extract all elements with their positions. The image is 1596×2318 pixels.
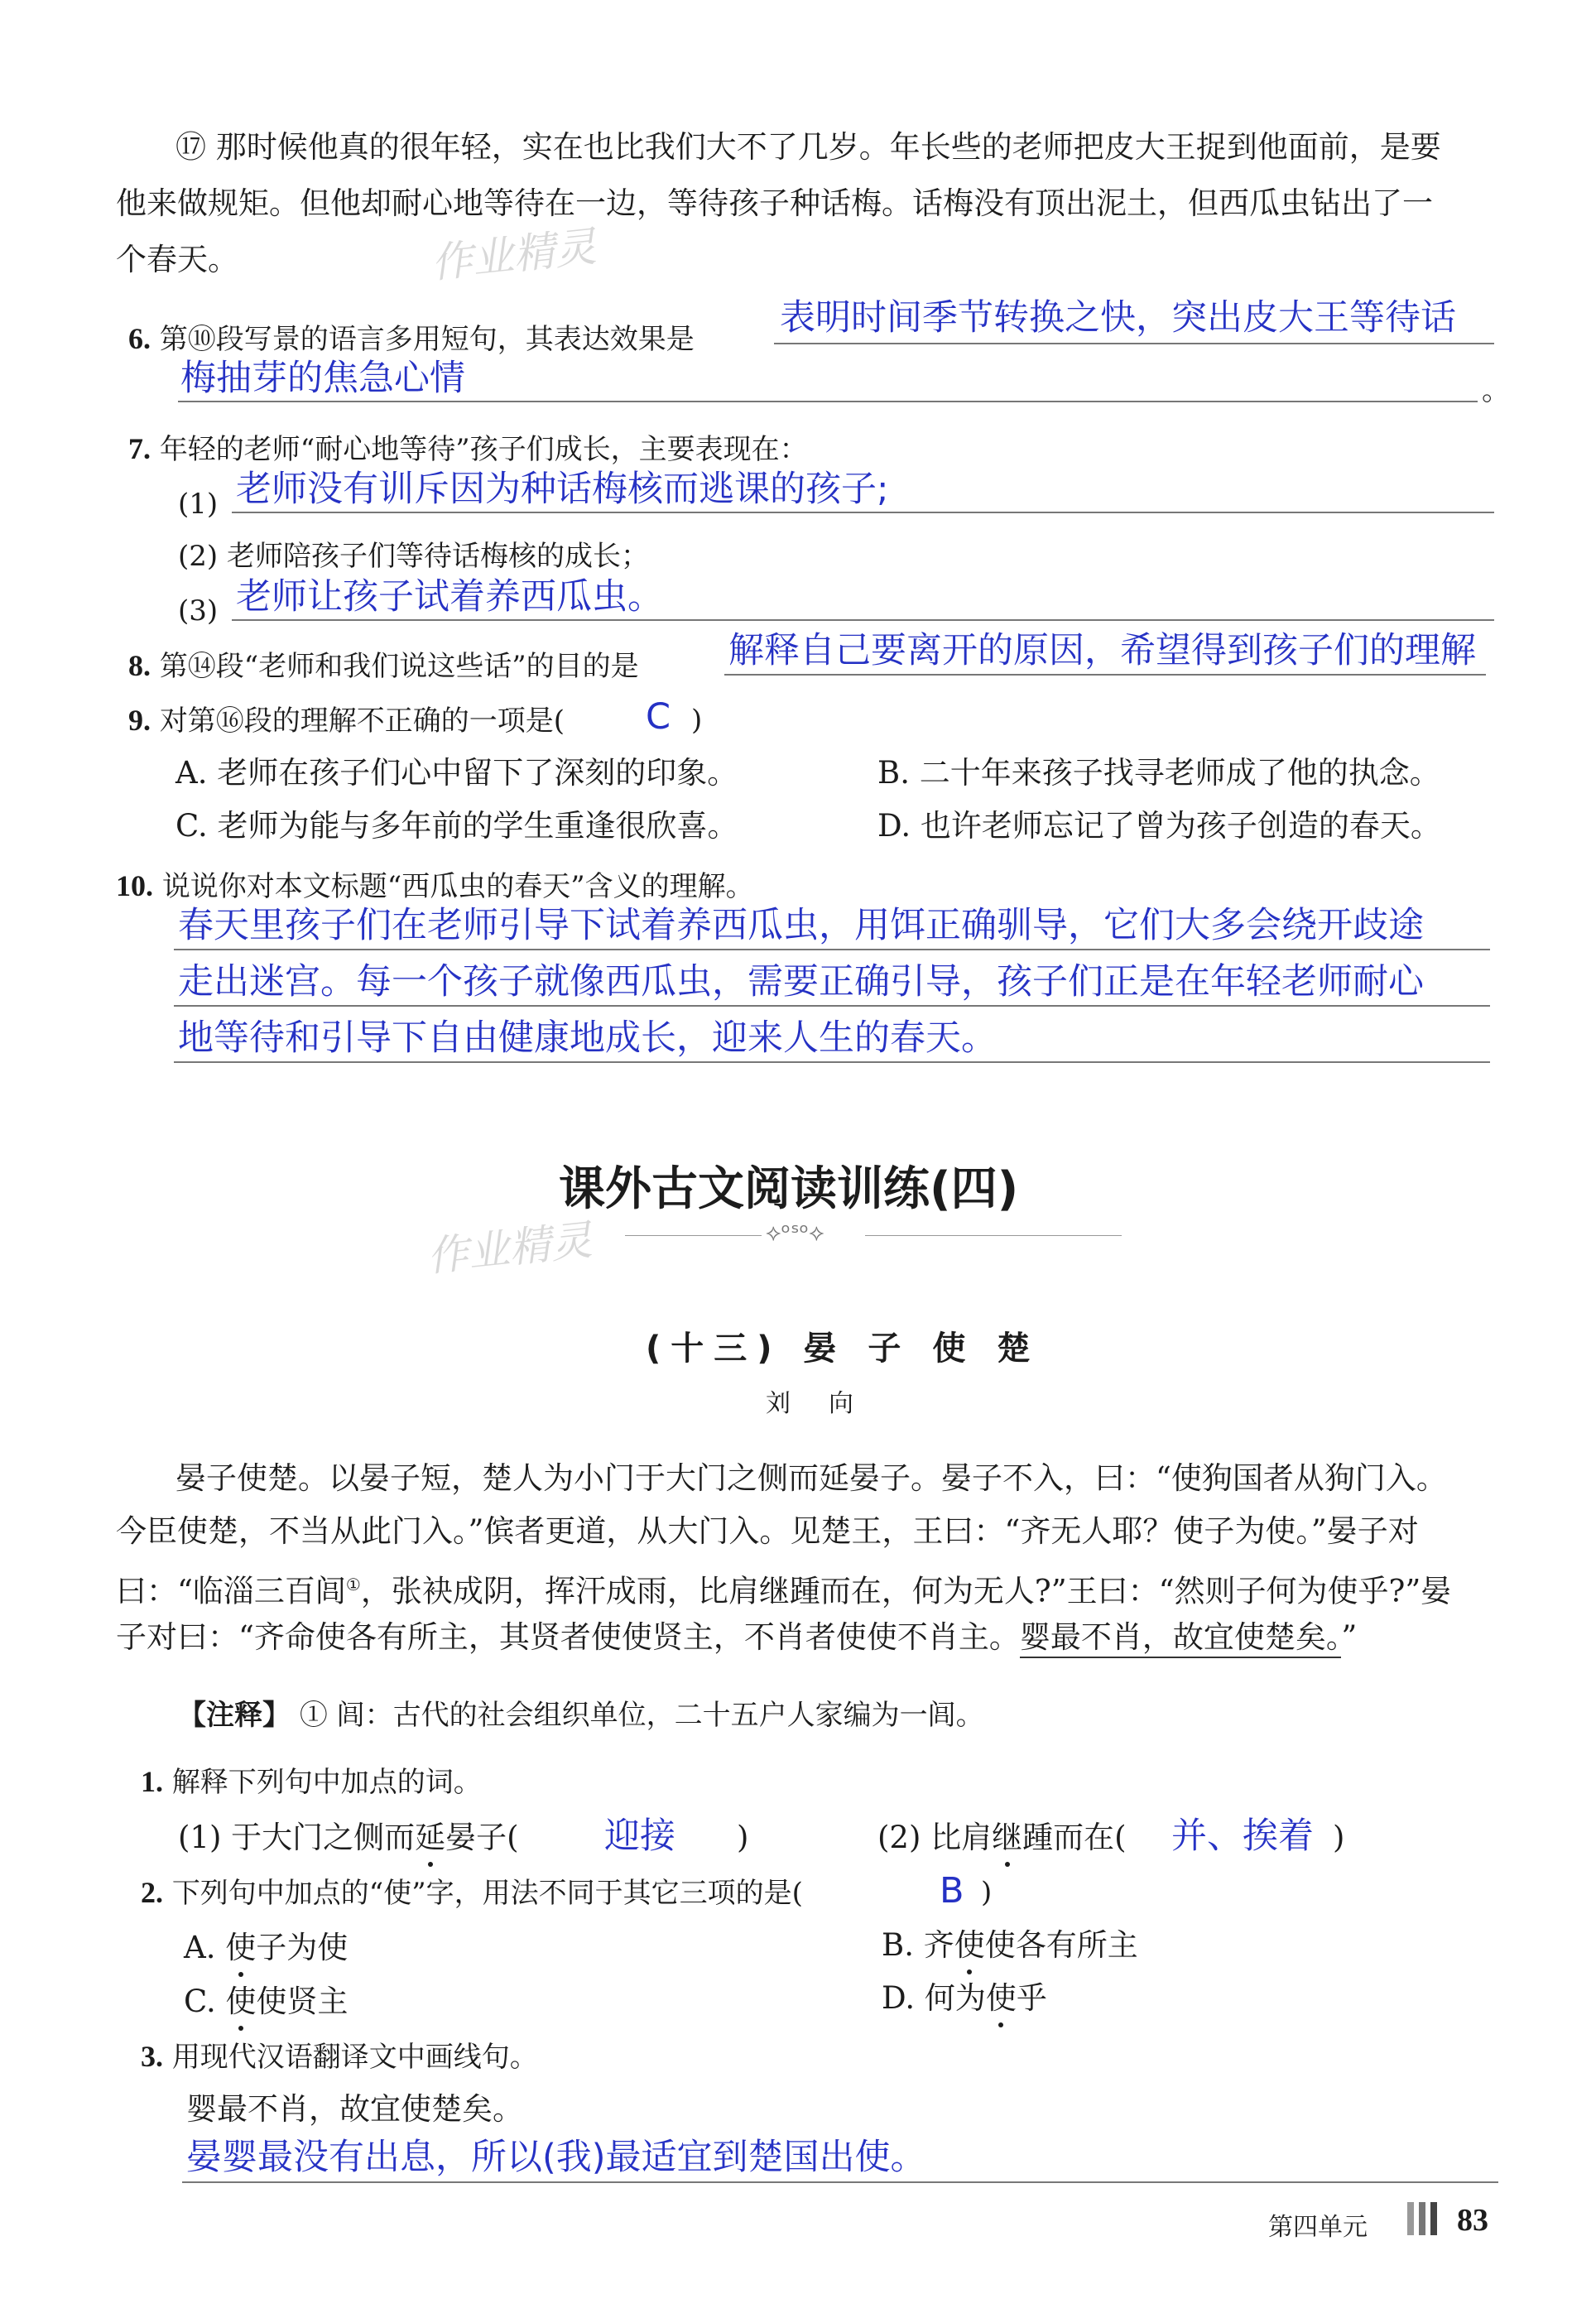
answer-text: 走出迷宫。每一个孩子就像西瓜虫，需要正确引导，孩子们正是在年轻老师耐心 (178, 961, 1424, 1003)
unit-label: 第四单元 (1268, 2213, 1368, 2242)
text-segment: (1) 于大门之侧而 (178, 1820, 416, 1855)
option-b: B. 二十年来孩子找寻老师成了他的执念。 (877, 755, 1440, 791)
question-text: 对第⑯段的理解不正确的一项是( (159, 705, 565, 738)
question-text: 解释下列句中加点的词。 (171, 1766, 482, 1799)
option-a (184, 1931, 348, 1965)
text-segment: 子为使 (256, 1930, 349, 1965)
divider-bar (1407, 2202, 1414, 2235)
option-d: D. 也许老师忘记了曾为孩子创造的春天。 (877, 808, 1441, 844)
question-9 (128, 704, 565, 738)
watermark: 作业精灵 (428, 222, 598, 288)
option-c: C. 老师为能与多年前的学生重逢很欣喜。 (175, 808, 738, 844)
punctuation: ) (981, 1876, 993, 1909)
answer-text: 解释自己要离开的原因，希望得到孩子们的理解 (728, 630, 1476, 671)
text-segment: A. (184, 1930, 226, 1965)
question-number: 8. (128, 649, 151, 682)
answer-text: 表明时间季节转换之快，突出皮大王等待话 (780, 297, 1456, 339)
question-text: 下列句中加点的“使”字，用法不同于其它三项的是( (171, 1877, 803, 1910)
sentence-to-translate: 婴最不肖，故宜使楚矣。 (186, 2091, 523, 2127)
punctuation: ) (691, 704, 703, 737)
ornament: ⟡ᵒˢᵒ⟡ (766, 1219, 824, 1246)
answer-text: 迎接 (604, 1815, 675, 1857)
text-segment: (2) 比肩 (877, 1820, 993, 1855)
question-number: 9. (128, 704, 151, 737)
option-d (882, 1982, 1047, 2015)
dotted-word: 使 (985, 1980, 1017, 2016)
question-number: 10. (116, 869, 153, 902)
option-c (184, 1985, 349, 2018)
classical-question-3 (141, 2040, 538, 2074)
text-segment: ，张袂成阴，挥汗成雨，比肩继踵而在，何为无人?”王曰：“然则子何为使乎?”晏 (360, 1573, 1452, 1609)
question-7 (128, 432, 808, 466)
text-segment: 曰：“临淄三百闾 (116, 1573, 346, 1609)
text-segment: 晏子( (445, 1820, 519, 1855)
question-8 (128, 649, 639, 683)
text-segment: D. 何为 (882, 1980, 986, 2016)
dotted-word: 延 (415, 1820, 446, 1855)
classical-line: 晏子使楚。以晏子短，楚人为小门于大门之侧而延晏子。晏子不入，曰：“使狗国者从狗门入。 (175, 1460, 1447, 1496)
answer-choice: B (940, 1870, 964, 1912)
item-text: (2) 老师陪孩子们等待话梅核的成长； (178, 540, 649, 573)
text-segment: 使各有所主 (984, 1927, 1138, 1963)
question-text: 第⑭段“老师和我们说这些话”的目的是 (159, 650, 639, 683)
annotation-label: 【注释】 (178, 1699, 291, 1732)
punctuation: ) (737, 1820, 749, 1855)
question-number: 6. (128, 322, 151, 355)
question-text: 用现代汉语翻译文中画线句。 (171, 2041, 538, 2074)
question-number: 2. (141, 1876, 163, 1909)
answer-text: 老师没有训斥因为种话梅核而逃课的孩子; (236, 469, 889, 510)
question-number: 1. (141, 1765, 163, 1798)
classical-line (116, 1621, 1357, 1654)
classical-question-2 (141, 1876, 803, 1910)
text-segment: B. 齐 (882, 1927, 954, 1963)
punctuation: 。 (1482, 374, 1510, 407)
text-segment: 乎 (1016, 1980, 1047, 2016)
answer-text: 并、挨着 (1171, 1815, 1314, 1857)
question-10 (116, 869, 754, 903)
text-segment: ” (1341, 1619, 1358, 1655)
answer-choice: C (646, 696, 671, 738)
item-label: (1) (178, 488, 219, 521)
item-label: (3) (178, 594, 219, 628)
question-text: 说说你对本文标题“西瓜虫的春天”含义的理解。 (161, 870, 754, 903)
question-text: 第⑩段写景的语言多用短句，其表达效果是 (159, 323, 695, 356)
passage-line: ⑰ 那时候他真的很年轻，实在也比我们大不了几岁。年长些的老师把皮大王捉到他面前，是要 (175, 129, 1441, 165)
answer-text: 地等待和引导下自由健康地成长，迎来人生的春天。 (178, 1017, 997, 1059)
option-a: A. 老师在孩子们心中留下了深刻的印象。 (175, 755, 738, 791)
divider-bar (1430, 2202, 1437, 2235)
text-segment: 子对曰：“齐命使各有所主，其贤者使使贤主，不肖者使使不肖主。 (116, 1619, 1020, 1655)
text-segment: C. (184, 1984, 226, 2019)
underlined-sentence: 婴最不肖，故宜使楚矣。 (1020, 1619, 1342, 1658)
dotted-word: 使 (225, 1984, 257, 2019)
divider-bar (1419, 2202, 1425, 2235)
classical-line (116, 1568, 1451, 1608)
answer-text: 老师让孩子试着养西瓜虫。 (236, 576, 663, 618)
section-title: 课外古文阅读训练(四) (559, 1162, 1019, 1216)
dotted-word: 使 (225, 1930, 257, 1965)
passage-line: 个春天。 (116, 242, 238, 277)
text-segment: 使贤主 (256, 1984, 349, 2019)
classical-question-1 (141, 1765, 482, 1799)
answer-text: 晏婴最没有出息，所以(我)最适宜到楚国出使。 (186, 2137, 926, 2178)
page-number: 83 (1457, 2203, 1488, 2238)
text-segment: 踵而在( (1022, 1820, 1127, 1855)
passage-line: 他来做规矩。但他却耐心地等待在一边，等待孩子种话梅。话梅没有顶出泥土，但西瓜虫钻出了一 (116, 185, 1433, 221)
answer-text: 梅抽芽的焦急心情 (180, 358, 465, 399)
question-text: 年轻的老师“耐心地等待”孩子们成长，主要表现在： (159, 433, 808, 466)
question-number: 3. (141, 2040, 163, 2073)
footnote-marker: ① (345, 1575, 361, 1594)
watermark: 作业精灵 (424, 1215, 594, 1282)
c1-item-2 (877, 1821, 1127, 1854)
lesson-title: (十三) 晏 子 使 楚 (646, 1330, 1041, 1368)
answer-text: 春天里孩子们在老师引导下试着养西瓜虫，用饵正确驯导，它们大多会绕开歧途 (178, 905, 1424, 946)
c1-item-1 (178, 1821, 519, 1854)
option-b (882, 1929, 1138, 1962)
question-6 (128, 322, 695, 356)
punctuation: ) (1333, 1820, 1345, 1855)
annotation-text: ① 闾：古代的社会组织单位，二十五户人家编为一闾。 (299, 1699, 984, 1732)
author: 刘 向 (766, 1389, 860, 1418)
classical-line: 今臣使楚，不当从此门入。”傧者更道，从大门入。见楚王，王曰：“齐无人耶？使子为使。”晏子对 (116, 1513, 1419, 1549)
annotation (178, 1699, 984, 1732)
dotted-word: 使 (954, 1927, 985, 1963)
dotted-word: 继 (992, 1820, 1023, 1855)
question-number: 7. (128, 432, 151, 465)
